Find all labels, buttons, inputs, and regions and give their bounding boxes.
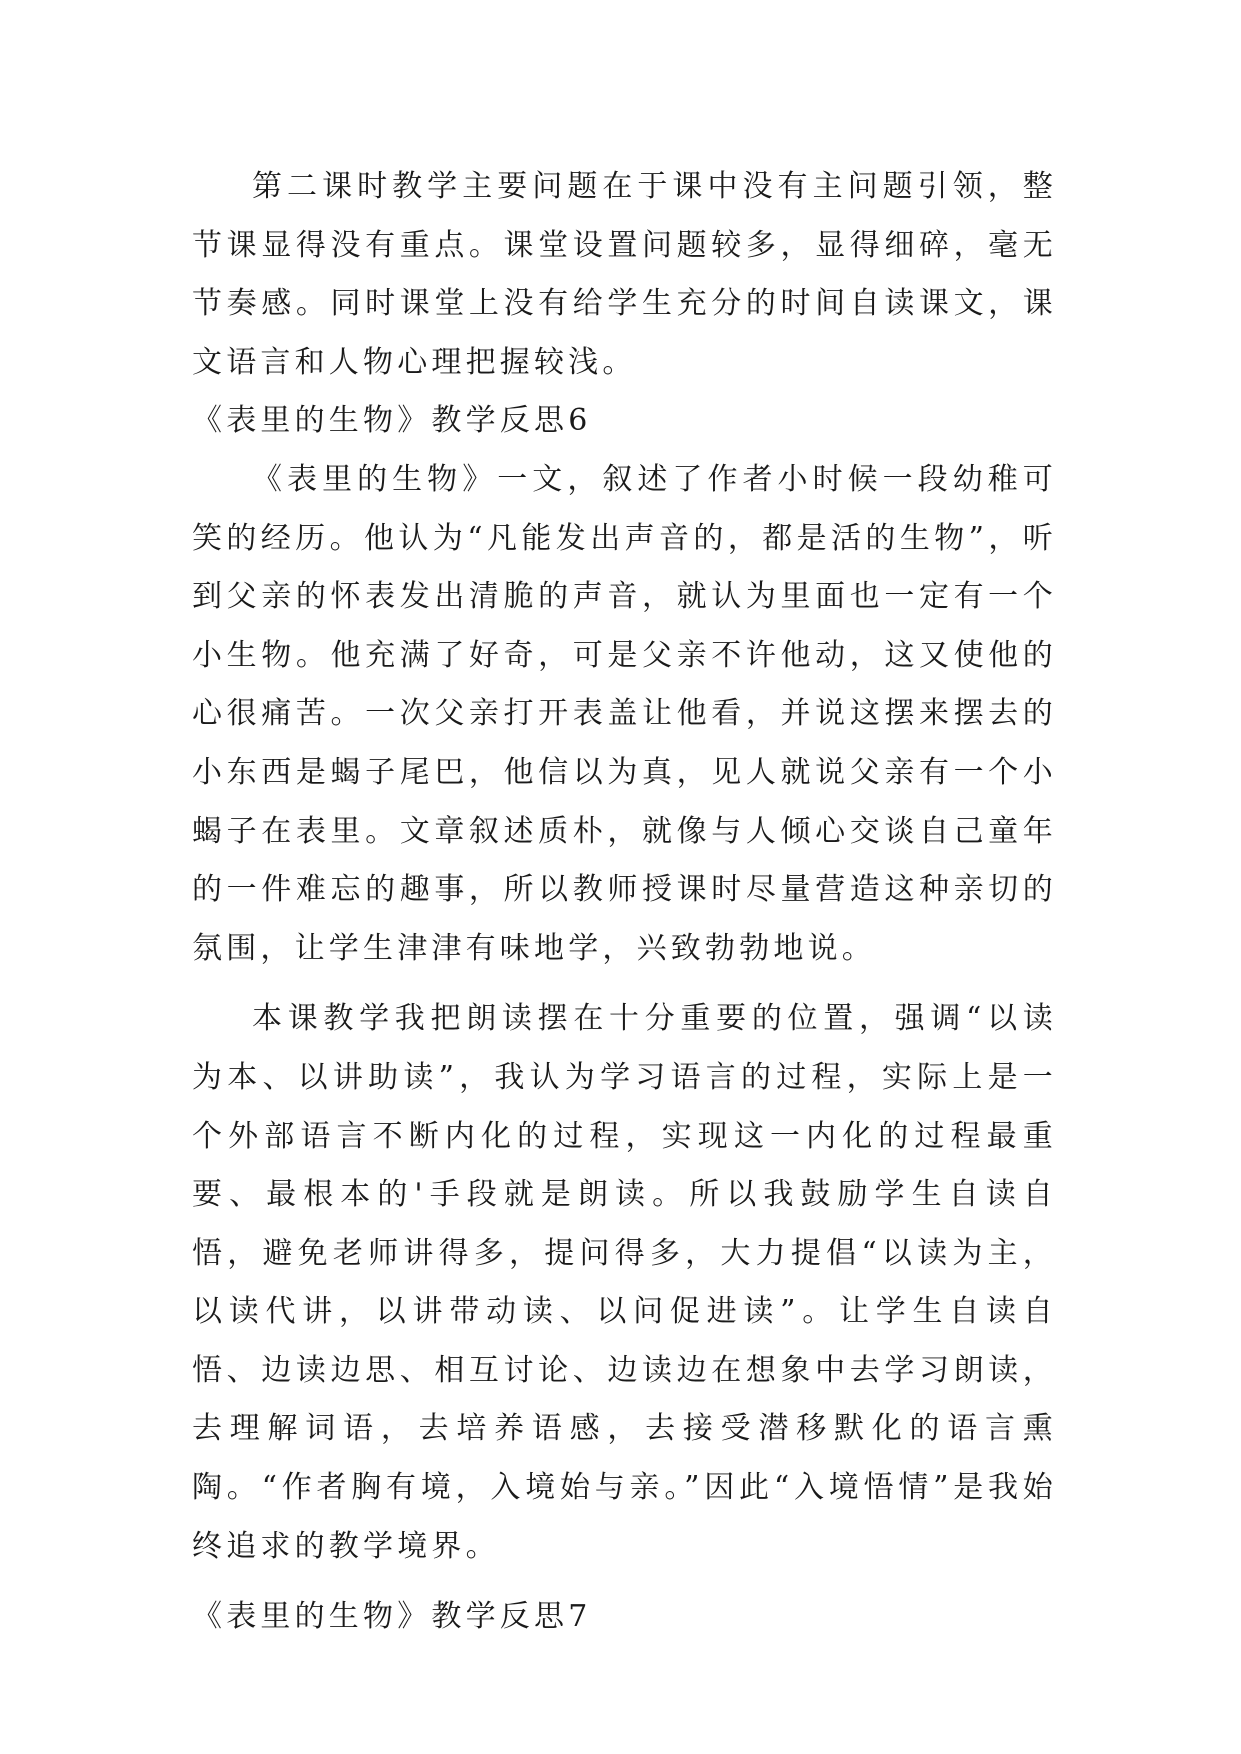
section-heading-reflection-7: 《表里的生物》教学反思7 xyxy=(192,1599,592,1635)
paragraph-reading-emphasis: 本课教学我把朗读摆在十分重要的位置，强调“以读为本、以讲助读”，我认为学习语言的过程，实际上是一个外部语言不断内化的过程，实现这一内化的过程最重要、最根本的'手段就是朗读。所以我鼓励学生自读自悟，避免老师讲得多，提问得多，大力提倡“以读为主，以读代讲，以讲带动读、以问促进读”。让学生自读自悟、边读边思、相互讨论、边读边在想象中去学习朗读，去理解词语，去培养语感，去接受潜移默化的语言熏陶。“作者胸有境，入境始与亲。”因此“入境悟情”是我始终追求的教学境界。 xyxy=(192,1001,1057,1564)
paragraph-lesson-two-problems: 第二课时教学主要问题在于课中没有主问题引领，整节课显得没有重点。课堂设置问题较多，显得细碎，毫无节奏感。同时课堂上没有给学生充分的时间自读课文，课文语言和人物心理把握较浅。 xyxy=(192,169,1057,380)
document-body xyxy=(192,158,1057,1647)
section-heading-reflection-6: 《表里的生物》教学反思6 xyxy=(192,403,592,439)
paragraph-text-summary: 《表里的生物》一文，叙述了作者小时候一段幼稚可笑的经历。他认为“凡能发出声音的，都是活的生物”，听到父亲的怀表发出清脆的声音，就认为里面也一定有一个小生物。他充满了好奇，可是父亲不许他动，这又使他的心很痛苦。一次父亲打开表盖让他看，并说这摆来摆去的小东西是蝎子尾巴，他信以为真，见人就说父亲有一个小蝎子在表里。文章叙述质朴，就像与人倾心交谈自己童年的一件难忘的趣事，所以教师授课时尽量营造这种亲切的氛围，让学生津津有味地学，兴致勃勃地说。 xyxy=(192,461,1057,966)
